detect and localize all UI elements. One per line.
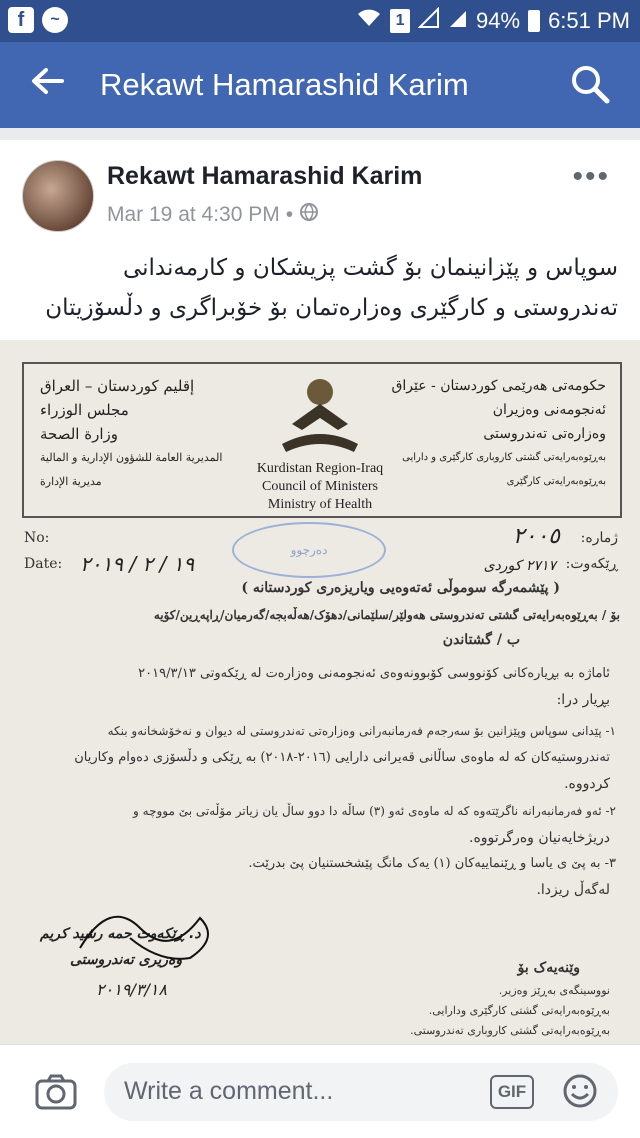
messenger-icon: ~	[42, 7, 68, 33]
doc-number-value: ٢٠٠٥	[512, 524, 560, 549]
signature-scribble	[70, 888, 230, 968]
signal-icon	[418, 7, 440, 35]
emblem-seal	[262, 374, 378, 460]
doc-signature-title: وەزیری تەندروستی	[70, 952, 183, 968]
doc-item: ٣- بە پێ ی یاسا و ڕێنماییەکان (١) یەک مانگ پێشخستنیان پێ بدرێت.	[248, 856, 616, 871]
gif-button[interactable]: GIF	[490, 1075, 534, 1109]
doc-number-label: ژمارە:	[580, 530, 618, 546]
doc-signature-date: ٢٠١٩/٣/١٨	[96, 980, 167, 999]
emoji-icon[interactable]	[562, 1073, 598, 1109]
signal2-icon	[448, 7, 468, 35]
wifi-icon	[356, 8, 382, 34]
doc-copy-line: بەڕێوەبەرایەتی گشتی کارگێری ودارایی.	[428, 1004, 610, 1017]
back-arrow-icon[interactable]	[30, 64, 64, 104]
letterhead-line: المديرية العامة للشؤون الإدارية و المالية	[40, 451, 223, 464]
comment-bar	[0, 1044, 640, 1138]
post-date[interactable]: Mar 19 at 4:30 PM	[107, 203, 280, 226]
letterhead-line: حکومەتی هەرێمی کوردستان - عێراق	[391, 378, 606, 394]
doc-regards: لەگەڵ ریزدا.	[536, 882, 610, 898]
status-right	[356, 7, 630, 35]
letterhead-line: Council of Ministers	[262, 479, 378, 494]
post-meta	[107, 202, 319, 228]
sim-badge: 1	[390, 9, 410, 33]
doc-item: ١- پێدانی سوپاس وپێزانین بۆ سەرجەم فەرمانبەرانی وەزارەتی تەندروستی لە دیوان و نەخۆشخانەو بنکە	[107, 724, 616, 738]
letterhead-line: وزارة الصحة	[40, 425, 118, 443]
doc-item: دریژخایەنیان وەرگرتووە.	[469, 830, 610, 846]
avatar[interactable]	[22, 160, 94, 232]
facebook-icon: f	[8, 7, 34, 33]
letterhead-line: بەڕێوەبەرایەتی گشتی کاروباری کارگێری و دارایی	[402, 452, 606, 463]
letterhead-line: ئەنجومەنی وەزیران	[492, 402, 606, 418]
letterhead-line: إقليم كوردستان – العراق	[40, 377, 195, 395]
caption-line: سوپاس و پێزانینمان بۆ گشت پزیشکان و کارمەندانی	[122, 255, 618, 281]
doc-to-line2: ب / گشتاندن	[442, 632, 520, 648]
doc-copy-head: وێنەیەک بۆ	[517, 960, 580, 976]
received-stamp: دەرچوو	[232, 522, 386, 578]
doc-dated-label: ڕێکەوت:	[565, 556, 618, 572]
letterhead-line: مجلس الوزراء	[40, 401, 129, 419]
letterhead-line: Kurdistan Region-Iraq	[256, 461, 384, 476]
doc-subtitle: ( پێشمەرگە سوموڵی ئەتەوەیی ویاریزەری کوردستانە )	[241, 580, 560, 596]
comment-placeholder: Write a comment...	[124, 1077, 334, 1105]
letterhead-arabic	[40, 374, 240, 494]
document-photo[interactable]	[0, 340, 640, 1050]
post-caption	[18, 248, 618, 328]
doc-copy-line: نووسینگەی بەڕێز وەزیر.	[498, 984, 610, 997]
letterhead-line: بەڕێوەبەرایەتی کارگێری	[506, 476, 606, 487]
doc-copy-line: بەڕێوەبەرایەتی گشتی کاروباری تەندروستی.	[410, 1024, 610, 1037]
doc-dated-value: ٢٧١٧ کوردی	[483, 558, 556, 574]
search-icon[interactable]	[568, 62, 612, 106]
more-options-icon[interactable]: •••	[572, 160, 610, 193]
globe-icon	[299, 202, 319, 228]
camera-icon[interactable]	[34, 1073, 78, 1111]
notification-icons	[8, 7, 68, 33]
status-bar	[0, 0, 640, 42]
doc-date-label: Date:	[24, 556, 63, 572]
doc-body: ئاماژە بە بڕیارەکانی کۆنووسی کۆبوونەوەی ئەنجومەنی وەزارەت لە ڕێکەوتی ٢٠١٩/٣/١٣	[138, 666, 610, 681]
letterhead-line: وەزارەتی تەندروستی	[483, 426, 606, 442]
comment-input[interactable]	[104, 1063, 618, 1121]
doc-item: تەندروستیەکان کە لە ماوەی ساڵانی قەیرانی دارایی (٢٠١٦-٢٠١٨) بە ڕێکی و دڵسۆزی دەوام وکاریان	[74, 750, 610, 765]
doc-no-label: No:	[24, 530, 50, 546]
caption-line: تەندروستی و کارگێری وەزارەتمان بۆ خۆبراگری و دڵسۆزیتان	[45, 295, 618, 321]
post-card	[0, 140, 640, 1050]
letterhead-english	[220, 460, 420, 514]
letterhead-line: مديرية الإدارة	[40, 475, 102, 488]
doc-item: کردووە.	[564, 776, 610, 792]
battery-icon	[528, 10, 540, 32]
header-title: Rekawt Hamarashid Karim	[100, 67, 469, 102]
doc-signature-name: د. ڕێکەوت حمە رشید کریم	[40, 926, 201, 942]
battery-percent: 94%	[476, 8, 521, 33]
letterhead-line: Ministry of Health	[267, 497, 373, 512]
post-author[interactable]: Rekawt Hamarashid Karim	[107, 162, 423, 190]
app-header	[0, 42, 640, 128]
doc-to-line: بۆ / بەڕێوەبەرایەتی گشتی تەندروستی هەولێر/سلێمانی/دهۆک/هەڵەبجە/گەرمیان/ڕاپەڕین/کۆیە	[153, 608, 620, 622]
doc-body: بڕیار درا:	[556, 692, 610, 708]
doc-item: ٢- ئەو فەرمانبەرانە ناگرێتەوە کە لە ماوەی ئەو (٣) ساڵە دا دوو ساڵ یان زیاتر مۆڵەتی بێ مووچە و	[133, 804, 616, 818]
meta-separator: •	[285, 203, 294, 226]
clock: 6:51 PM	[548, 8, 630, 33]
doc-date-value: ١٩ / ٢ / ٢٠١٩	[80, 552, 195, 576]
